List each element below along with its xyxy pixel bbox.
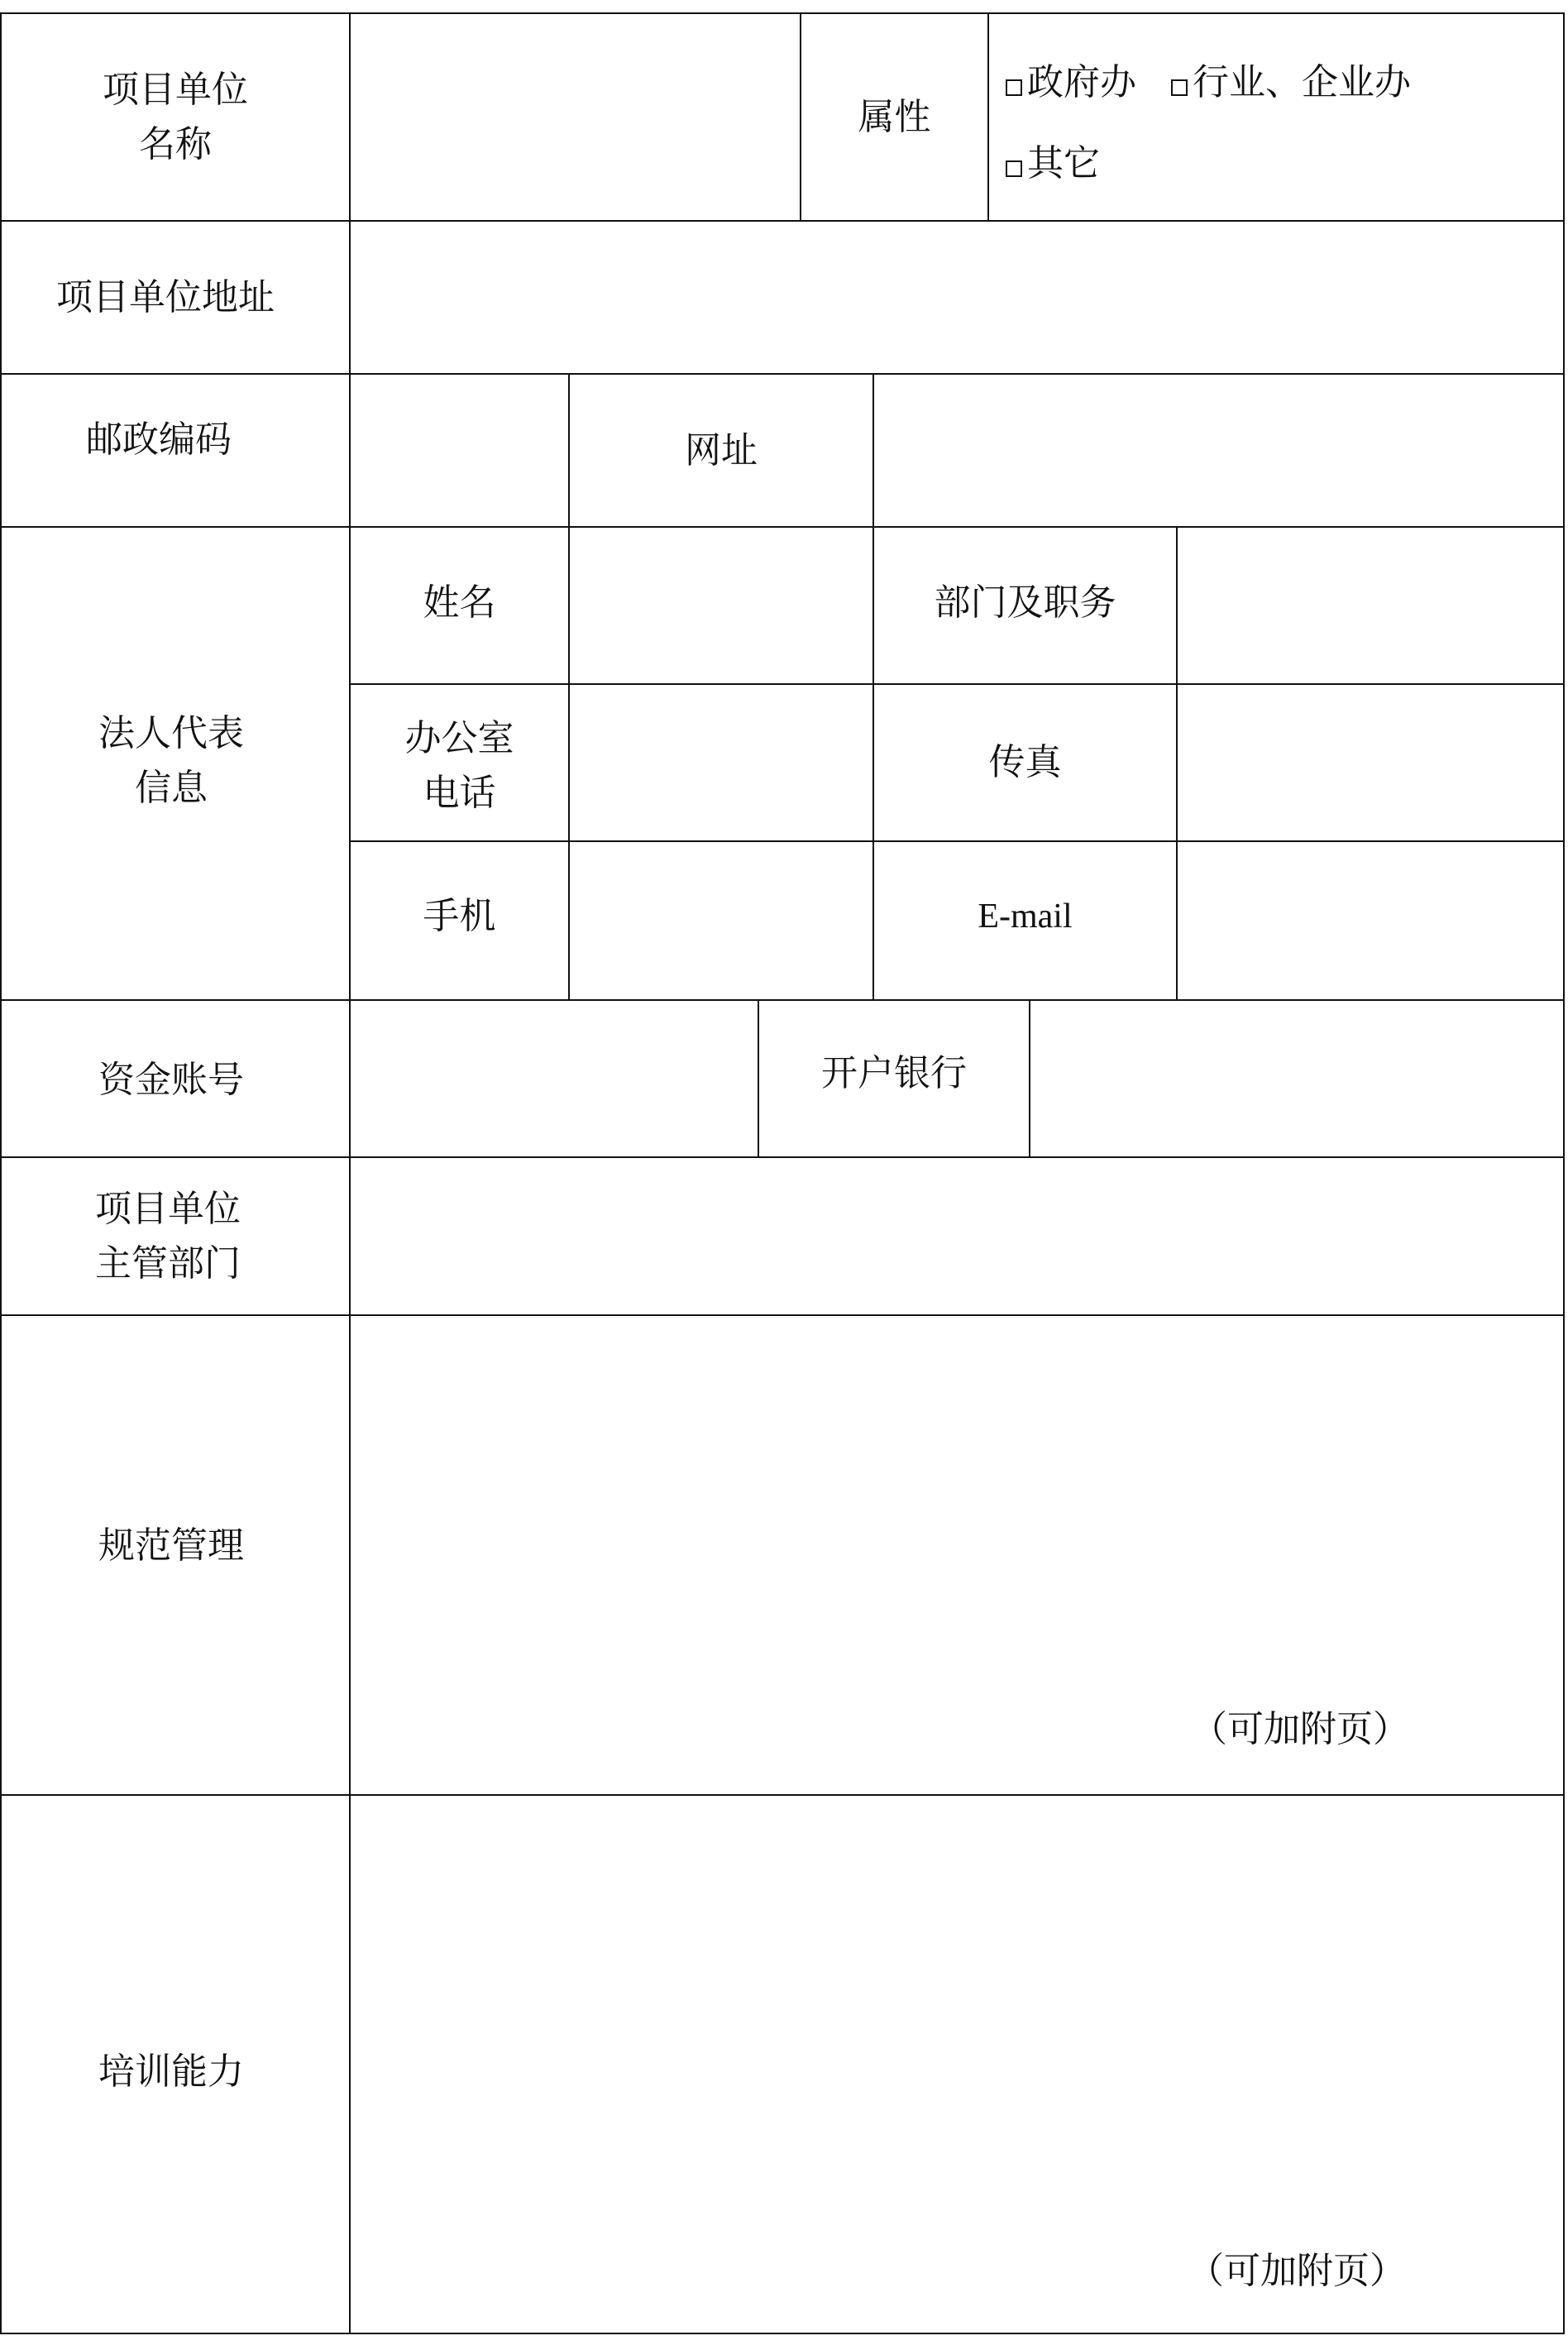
- office-phone-label: 办公室 电话: [404, 717, 514, 814]
- email-input-cell[interactable]: [1176, 840, 1565, 1001]
- checkbox-icon[interactable]: [1006, 160, 1022, 177]
- postal-code-label: 邮政编码: [86, 418, 232, 461]
- supervisor-input-cell[interactable]: [349, 1156, 1565, 1316]
- bank-input-cell[interactable]: [1029, 999, 1565, 1158]
- fax-label: 传真: [988, 741, 1062, 783]
- standard-management-note: （可加附页）: [1191, 1708, 1409, 1750]
- name-input-cell[interactable]: [568, 526, 874, 685]
- fund-account-input-cell[interactable]: [349, 999, 759, 1158]
- option-industry-enterprise-label: 行业、企业办: [1193, 61, 1411, 103]
- mobile-label: 手机: [423, 895, 496, 937]
- project-unit-name-label: 项目单位 名称: [103, 68, 248, 165]
- dept-position-input-cell[interactable]: [1176, 526, 1565, 685]
- website-input-cell[interactable]: [872, 373, 1565, 528]
- name-label: 姓名: [423, 582, 496, 624]
- mobile-input-cell[interactable]: [568, 840, 874, 1001]
- dept-position-label: 部门及职务: [934, 582, 1116, 624]
- fund-account-label: 资金账号: [98, 1059, 244, 1101]
- checkbox-icon[interactable]: [1171, 79, 1188, 96]
- training-capability-label: 培训能力: [98, 2051, 244, 2093]
- supervisor-label: 项目单位 主管部门: [95, 1187, 241, 1285]
- bank-label: 开户银行: [821, 1052, 967, 1094]
- postal-code-input-cell[interactable]: [349, 373, 570, 528]
- option-other-label: 其它: [1027, 142, 1100, 184]
- standard-management-label: 规范管理: [98, 1524, 244, 1567]
- fax-input-cell[interactable]: [1176, 683, 1565, 842]
- legal-rep-label: 法人代表 信息: [98, 712, 244, 809]
- attribute-options: [1006, 55, 1551, 189]
- project-unit-name-input-cell[interactable]: [349, 12, 801, 222]
- project-unit-address-label: 项目单位地址: [56, 275, 275, 318]
- option-government-label: 政府办: [1027, 61, 1136, 103]
- training-capability-note: （可加附页）: [1188, 2250, 1406, 2292]
- email-label: E-mail: [978, 897, 1073, 936]
- option-industry-enterprise[interactable]: [1171, 58, 1411, 108]
- office-phone-input-cell[interactable]: [568, 683, 874, 842]
- website-label: 网址: [685, 428, 758, 471]
- checkbox-icon[interactable]: [1006, 79, 1022, 96]
- project-unit-address-input-cell[interactable]: [349, 220, 1565, 375]
- option-government[interactable]: [1006, 58, 1136, 108]
- attribute-label: 属性: [858, 95, 931, 138]
- option-other[interactable]: [1006, 139, 1100, 189]
